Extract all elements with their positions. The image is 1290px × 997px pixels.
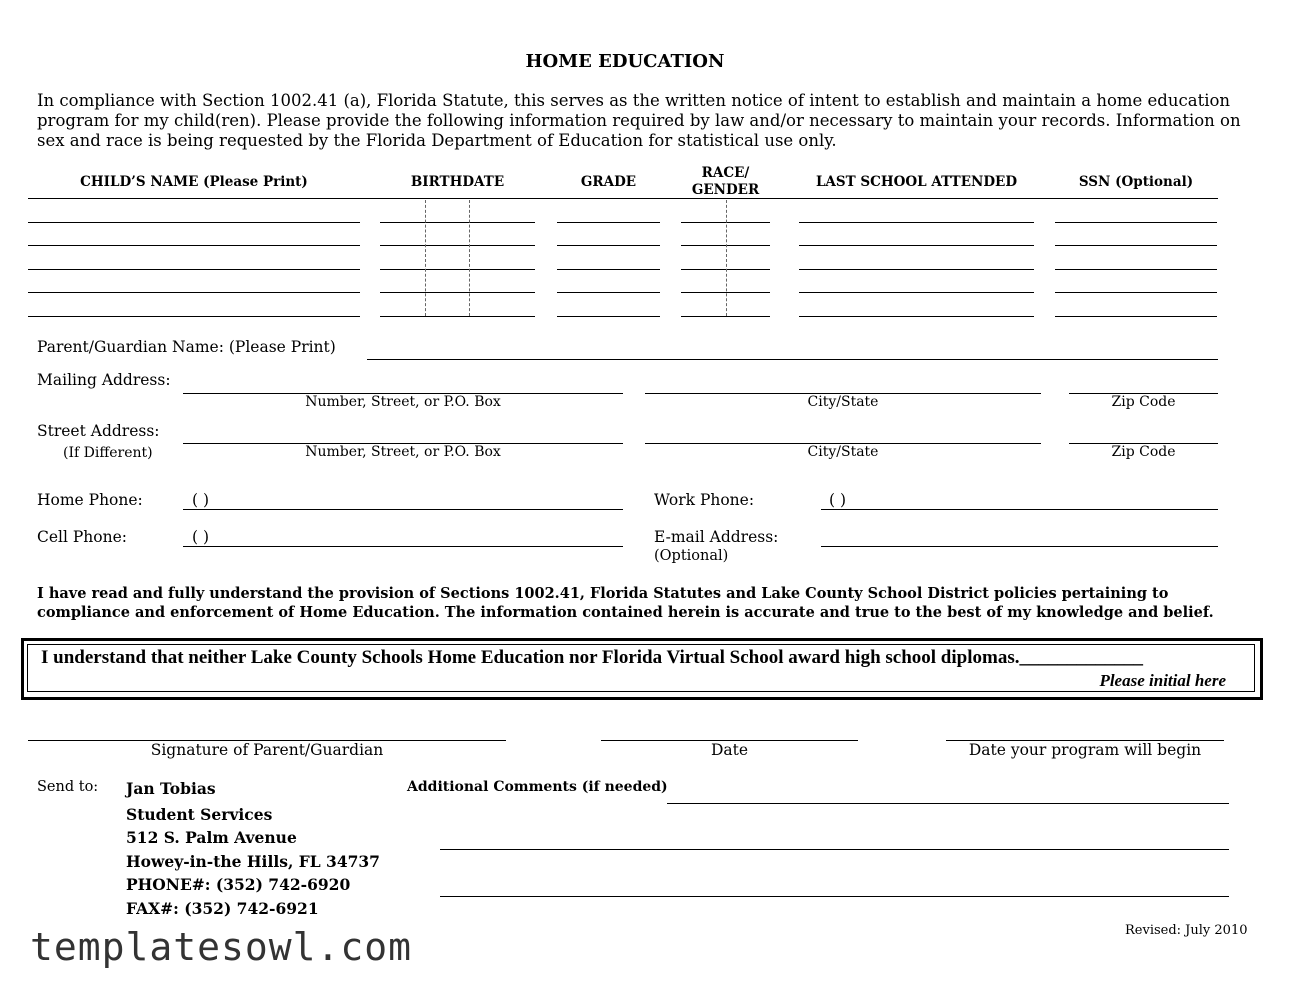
race-gender-divider (726, 200, 727, 316)
diploma-statement: I understand that neither Lake County Schools Home Education nor Florida Virtual School award high school diplomas._____________ (41, 647, 1143, 668)
header-birthdate: BIRTHDATE (410, 174, 505, 190)
parent-name-field[interactable] (367, 359, 1218, 360)
birthdate-field[interactable] (380, 222, 535, 223)
birthdate-field[interactable] (380, 292, 535, 293)
birthdate-field[interactable] (380, 245, 535, 246)
birthdate-field[interactable] (380, 269, 535, 270)
cell-phone-field[interactable] (183, 546, 623, 547)
send-to-label: Send to: (37, 779, 99, 795)
send-to-city: Howey-in-the Hills, FL 34737 (126, 852, 380, 871)
email-label: E-mail Address: (654, 528, 779, 546)
birthdate-divider (469, 200, 470, 316)
home-phone-field[interactable] (183, 509, 623, 510)
header-ssn: SSN (Optional) (1078, 174, 1194, 190)
cell-phone-paren: ( ) (192, 528, 210, 546)
header-gender: GENDER (691, 182, 760, 198)
send-to-phone: PHONE#: (352) 742-6920 (126, 875, 351, 894)
form-title: HOME EDUCATION (525, 51, 725, 72)
acknowledgement-text: I have read and fully understand the provision of Sections 1002.41, Florida Statutes and Lake County School District policies pertaining to compliance and enforcement of Home Education. The information contained herein is accurate and true to the best of my knowledge and belief. (37, 585, 1214, 621)
last-school-field[interactable] (799, 222, 1034, 223)
ssn-field[interactable] (1055, 316, 1217, 317)
street-street-caption: Number, Street, or P.O. Box (305, 444, 501, 460)
home-phone-paren: ( ) (192, 491, 210, 509)
cell-phone-label: Cell Phone: (37, 528, 127, 546)
comments-label: Additional Comments (if needed) (407, 779, 668, 795)
send-to-department: Student Services (126, 805, 273, 824)
last-school-field[interactable] (799, 245, 1034, 246)
watermark-text: templatesowl.com (30, 925, 413, 969)
birthdate-divider (425, 200, 426, 316)
ssn-field[interactable] (1055, 245, 1217, 246)
grade-field[interactable] (557, 292, 660, 293)
header-grade: GRADE (580, 174, 637, 190)
grade-field[interactable] (557, 222, 660, 223)
race-gender-field[interactable] (681, 316, 770, 317)
mailing-address-label: Mailing Address: (37, 371, 171, 389)
street-zip-caption: Zip Code (1111, 444, 1176, 460)
send-to-name: Jan Tobias (126, 779, 216, 798)
child-name-field[interactable] (28, 292, 360, 293)
grade-field[interactable] (557, 269, 660, 270)
birthdate-field[interactable] (380, 316, 535, 317)
send-to-address: 512 S. Palm Avenue (126, 828, 297, 847)
child-name-field[interactable] (28, 269, 360, 270)
program-begin-caption: Date your program will begin (968, 741, 1202, 759)
home-phone-label: Home Phone: (37, 491, 143, 509)
work-phone-paren: ( ) (829, 491, 847, 509)
work-phone-label: Work Phone: (654, 491, 755, 509)
ssn-field[interactable] (1055, 222, 1217, 223)
last-school-field[interactable] (799, 269, 1034, 270)
comments-field-line-3[interactable] (440, 896, 1229, 897)
grade-field[interactable] (557, 245, 660, 246)
ssn-field[interactable] (1055, 292, 1217, 293)
comments-field-line-1[interactable] (667, 803, 1229, 804)
email-optional-note: (Optional) (654, 548, 729, 564)
street-city-caption: City/State (807, 444, 879, 460)
header-childs-name: CHILD’S NAME (Please Print) (80, 174, 308, 190)
initial-here-label[interactable]: Please initial here (1099, 671, 1226, 690)
revised-date: Revised: July 2010 (1125, 923, 1248, 938)
last-school-field[interactable] (799, 316, 1034, 317)
ssn-field[interactable] (1055, 269, 1217, 270)
comments-field-line-2[interactable] (440, 849, 1229, 850)
intro-paragraph: In compliance with Section 1002.41 (a), Florida Statute, this serves as the written notice of intent to establish and maintain a home education program for my child(ren). Please provide the following information required by law and/or necessary to maintain your records. Information on sex and race is being requested by the Florida Department of Education for statistical use only. (37, 91, 1241, 150)
grade-field[interactable] (557, 316, 660, 317)
email-field[interactable] (821, 546, 1218, 547)
date-caption: Date (710, 741, 749, 759)
parent-name-label: Parent/Guardian Name: (Please Print) (37, 338, 336, 356)
header-race: RACE/ (701, 165, 750, 181)
mailing-street-caption: Number, Street, or P.O. Box (305, 394, 501, 410)
child-name-field[interactable] (28, 222, 360, 223)
header-last-school: LAST SCHOOL ATTENDED (815, 174, 1018, 190)
table-header-rule (28, 198, 1218, 199)
last-school-field[interactable] (799, 292, 1034, 293)
mailing-city-caption: City/State (807, 394, 879, 410)
send-to-fax: FAX#: (352) 742-6921 (126, 899, 319, 918)
street-address-label: Street Address: (37, 422, 160, 440)
mailing-zip-caption: Zip Code (1111, 394, 1176, 410)
child-name-field[interactable] (28, 245, 360, 246)
if-different-note: (If Different) (63, 445, 153, 461)
signature-caption: Signature of Parent/Guardian (150, 741, 384, 759)
work-phone-field[interactable] (821, 509, 1218, 510)
child-name-field[interactable] (28, 316, 360, 317)
